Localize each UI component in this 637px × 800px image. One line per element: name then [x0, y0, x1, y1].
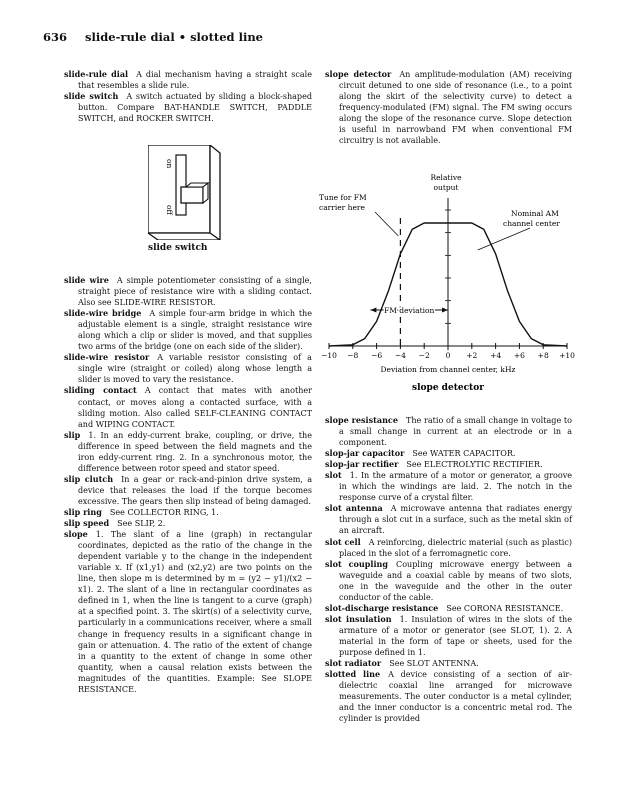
entry-term: slide-wire bridge: [64, 308, 142, 319]
switch-slot: [176, 155, 186, 215]
annotation-tune-2: carrier here: [319, 203, 365, 212]
left-bottom-column: [64, 275, 312, 695]
dictionary-entry: [64, 275, 312, 308]
dictionary-entry: [325, 448, 572, 459]
chart-caption: slope detector: [412, 383, 484, 392]
entry-definition: See WATER CAPACITOR.: [412, 449, 516, 459]
dictionary-entry: [325, 537, 572, 559]
entry-definition: See SLIP, 2.: [117, 519, 166, 529]
entry-term: slot coupling: [325, 558, 388, 569]
x-tick-label: −6: [371, 351, 383, 360]
chart-xlabel: Deviation from channel center, kHz: [380, 365, 516, 374]
entry-definition: See COLLECTOR RING, 1.: [109, 507, 219, 517]
entry-definition: A switch actuated by sliding a block-shaped button. Compare BAT-HANDLE SWITCH, PADDLE SWITCH, and ROCKER SWITCH.: [78, 92, 312, 124]
annotation-tune-1: Tune for FM: [319, 193, 367, 202]
entry-definition: A simple potentiometer consisting of a single, straight piece of resistance wire with a sliding contact. Also see SLIDE-WIRE RESISTOR.: [78, 276, 312, 308]
slope-detector-chart: [315, 170, 580, 392]
dictionary-entry: [64, 352, 312, 385]
entry-term: slot antenna: [325, 503, 383, 514]
x-tick-label: 0: [445, 351, 451, 360]
dictionary-entry: [325, 459, 572, 470]
dictionary-entry: [325, 669, 572, 724]
x-tick-label: +8: [537, 351, 549, 360]
entry-definition: A variable resistor consisting of a single wire (straight or coiled) along whose length a slider is moved to vary the resistance.: [78, 353, 312, 385]
entry-term: slip speed: [64, 518, 110, 529]
entry-term: slot insulation: [325, 613, 392, 624]
entry-term: slope resistance: [325, 415, 398, 425]
nominal-leader-line: [478, 228, 530, 250]
entry-definition: A contact that mates with another contact, or moves along a contacted surface, with a sliding motion. Also called SELF-CLEANING CONTACT and WIPING CONTACT.: [78, 386, 312, 429]
entry-term: sliding contact: [64, 385, 137, 396]
entry-definition: In a gear or rack-and-pinion drive system, a device that releases the load if the torque becomes excessive. The gears then slip instead of being damaged.: [78, 474, 312, 506]
switch-slider-button: [181, 187, 203, 203]
x-tick-label: −10: [321, 351, 337, 360]
x-tick-label: −4: [394, 351, 406, 360]
entry-definition: 1. The slant of a line (graph) in rectangular coordinates, depicted as the ratio of the change in the dependent variable y to the change in the independent variable x. If (x1,y1) and (x2,y2) are two points on the line, then slope m is determined by m = (y2 − y1)/(x2 − x1). 2. The slant of a line in rectangular coordinates as defined in 1, when the line is tangent to a curve (graph) at a specified point. 3. The skirt(s) of a selectivity curve, particularly in a communications receiver, where a small change in frequency results in a significant change in gain or attenuation. 4. The ratio of the extent of change in a quantity to the extent of change in some other quantity, when a causal relation exists between the magnitudes of the quantities. Example: See SLOPE RESISTANCE.: [78, 530, 312, 694]
entry-definition: 1. In the armature of a motor or generator, a groove in which the windings are laid. 2. The notch in the response curve of a crystal filter.: [339, 471, 572, 503]
entry-definition: See CORONA RESISTANCE.: [446, 603, 564, 613]
slide-switch-caption: slide switch: [148, 243, 208, 253]
entry-term: slot cell: [325, 536, 361, 547]
slider-side-face: [203, 183, 208, 203]
x-tick-label: +10: [559, 351, 575, 360]
running-head: slide-rule dial • slotted line: [85, 30, 263, 44]
dictionary-entry: [325, 603, 572, 614]
entry-term: slotted line: [325, 669, 381, 680]
dictionary-entry: [64, 474, 312, 507]
entry-term: slip clutch: [64, 473, 114, 484]
annotation-nominal-1: Nominal AM: [511, 209, 559, 218]
entry-definition: A microwave antenna that radiates energy through a slot cut in a surface, such as the metal skin of an aircraft.: [339, 504, 572, 536]
dictionary-entry: [325, 470, 572, 503]
entry-term: slide-wire resistor: [64, 352, 150, 363]
x-tick-label: −8: [347, 351, 359, 360]
entry-definition: The ratio of a small change in voltage to a small change in current at an electrode or in a component.: [339, 416, 572, 448]
entry-definition: 1. In an eddy-current brake, coupling, or drive, the difference in speed between the field magnets and the iron eddy-current ring. 2. In a synchronous motor, the difference between rotor speed and stator speed.: [78, 430, 312, 473]
dictionary-entry: [64, 518, 312, 529]
dictionary-entry: [64, 308, 312, 352]
entry-definition: 1. Insulation of wires in the slots of the armature of a motor or generator (see SLOT, 1). 2. A material in the form of tape or sheets, used for the purpose defined in 1.: [339, 614, 573, 657]
entry-term: slope detector: [325, 69, 392, 79]
switch-on-label: on: [165, 159, 174, 169]
x-tick-label: +6: [513, 351, 525, 360]
slide-switch-figure: [148, 145, 228, 240]
entry-term: slop-jar rectifier: [325, 459, 399, 470]
entry-definition: Coupling microwave energy between a waveguide and a coaxial cable by means of two slots, one in the waveguide and the other in the outer conductor of the cable.: [339, 559, 573, 602]
chart-ylabel-2: output: [433, 183, 459, 192]
entry-definition: See ELECTROLYTIC RECTIFIER.: [406, 460, 543, 470]
arrowhead-left: [370, 308, 376, 313]
entry-definition: See SLOT ANTENNA.: [389, 659, 479, 669]
entry-definition: A reinforcing, dielectric material (such as plastic) placed in the slot of a ferromagnetic core.: [339, 537, 573, 558]
entry-term: slot: [325, 470, 342, 481]
dictionary-entry: [325, 614, 572, 658]
dictionary-entry: [64, 385, 312, 429]
entry-term: slide wire: [64, 275, 109, 285]
dictionary-entry: [64, 430, 312, 474]
dictionary-entry: [64, 69, 312, 91]
entry-definition: An amplitude-modulation (AM) receiving circuit detuned to one side of resonance (i.e., to a point along the skirt of the selectivity curve) to detect a frequency-modulated (FM) signal. The FM swing occurs along the slope of the resonance curve. Slope detection is useful in narrowband FM when conventional FM circuitry is not available.: [339, 70, 572, 146]
tune-leader-line: [375, 212, 398, 236]
right-top-column: [325, 69, 572, 146]
dictionary-entry: [325, 69, 572, 146]
entry-term: slide-rule dial: [64, 69, 129, 79]
switch-off-label: off: [165, 205, 174, 215]
right-bottom-column: [325, 415, 572, 724]
chart-ylabel-1: Relative: [430, 173, 462, 182]
dictionary-entry: [64, 91, 312, 124]
left-top-column: [64, 69, 312, 124]
entry-term: slip ring: [64, 506, 102, 517]
entry-term: slop-jar capacitor: [325, 448, 405, 459]
entry-definition: A device consisting of a section of air-dielectric coaxial line arranged for microwave measurements. The outer conductor is a metal cylinder, and the inner conductor is a concentric metal rod. The cylinder is provided: [339, 670, 572, 724]
dictionary-entry: [325, 559, 572, 603]
entry-term: slope: [64, 529, 88, 540]
dictionary-entry: [325, 503, 572, 536]
dictionary-entry: [64, 529, 312, 695]
entry-term: slip: [64, 429, 81, 440]
entry-term: slot radiator: [325, 658, 382, 669]
entry-term: slide switch: [64, 91, 119, 102]
fm-deviation-label: FM deviation: [384, 306, 435, 315]
entry-term: slot-discharge resistance: [325, 602, 439, 613]
page-number: 636: [43, 30, 68, 44]
dictionary-entry: [325, 415, 572, 448]
entry-definition: A dial mechanism having a straight scale that resembles a slide rule.: [78, 70, 312, 91]
x-tick-label: −2: [418, 351, 430, 360]
dictionary-entry: [64, 507, 312, 518]
annotation-nominal-2: channel center: [503, 219, 560, 228]
dictionary-entry: [325, 658, 572, 669]
arrowhead-right: [442, 308, 448, 313]
page-header: [43, 30, 263, 44]
x-tick-label: +2: [466, 351, 478, 360]
entry-definition: A simple four-arm bridge in which the adjustable element is a single, straight resistance wire along which a clip or slider is moved, and that supplies two arms of the bridge (one on each side of the slider).: [78, 309, 313, 352]
x-tick-label: +4: [490, 351, 502, 360]
